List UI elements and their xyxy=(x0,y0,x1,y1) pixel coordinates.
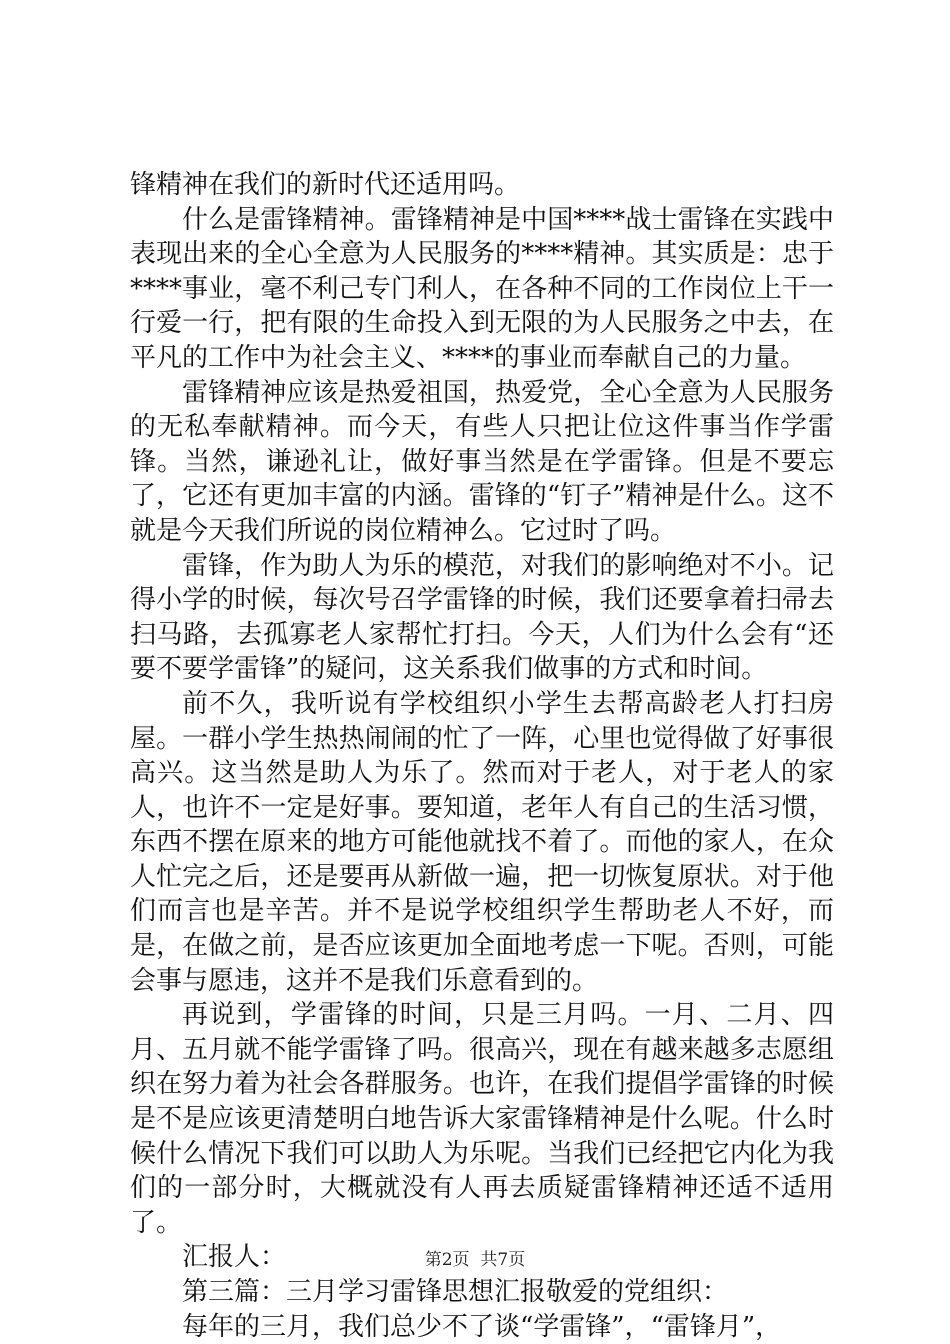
paragraph-leifeng-spirit-meaning: 雷锋精神应该是热爱祖国，热爱党，全心全意为人民服务的无私奉献精神。而今天，有些人只把让位这件事当作学雷锋。当然，谦逊礼让，做好事当然是在学雷锋。但是不要忘了，它还有更加丰富的内涵。雷锋的“钉子”精神是什么。这不就是今天我们所说的岗位精神么。它过时了吗。 xyxy=(130,377,834,546)
paragraph-helping-elderly: 前不久，我听说有学校组织小学生去帮高龄老人打扫房屋。一群小学生热热闹闹的忙了一阵，心里也觉得做了好事很高兴。这当然是助人为乐了。然而对于老人，对于老人的家人，也许不一定是好事。要知道，老年人有自己的生活习惯，东西不摆在原来的地方可能他就找不着了。而他的家人，在众人忙完之后，还是要再从新做一遍，把一切恢复原状。对于他们而言也是辛苦。并不是说学校组织学生帮助老人不好，而是，在做之前，是否应该更加全面地考虑一下呢。否则，可能会事与愿违，这并不是我们乐意看到的。 xyxy=(130,688,834,996)
paragraph-childhood-memory: 雷锋，作为助人为乐的模范，对我们的影响绝对不小。记得小学的时候，每次号召学雷锋的时候，我们还要拿着扫帚去扫马路，去孤寡老人家帮忙打扫。今天，人们为什么会有“还要不要学雷锋”的疑问，这关系我们做事的方式和时间。 xyxy=(130,550,834,685)
paragraph-every-march: 每年的三月，我们总少不了谈“学雷锋”，“雷锋月”， xyxy=(182,1311,782,1342)
page-number-footer: 第2页 共7页 xyxy=(424,1250,526,1270)
paragraph-time-of-learning: 再说到，学雷锋的时间，只是三月吗。一月、二月、四月、五月就不能学雷锋了吗。很高兴，现在有越来越多志愿组织在努力着为社会各群服务。也许，在我们提倡学雷锋的时候是不是应该更清楚明白地告诉大家雷锋精神是什么呢。什么时候什么情况下我们可以助人为乐呢。当我们已经把它内化为我们的一部分时，大概就没有人再去质疑雷锋精神还适不适用了。 xyxy=(130,1000,834,1238)
document-body xyxy=(130,168,834,1344)
paragraph-what-is-leifeng-spirit: 什么是雷锋精神。雷锋精神是中国****战士雷锋在实践中表现出来的全心全意为人民服务的****精神。其实质是：忠于****事业，毫不利己专门利人，在各种不同的工作岗位上干一行爱一行，把有限的生命投入到无限的为人民服务之中去，在平凡的工作中为社会主义、****的事业而奉献自己的力量。 xyxy=(130,204,834,373)
reporter-label: 汇报人： xyxy=(182,1242,287,1273)
section-heading-third: 第三篇：三月学习雷锋思想汇报敬爱的党组织： xyxy=(182,1277,729,1307)
paragraph-continuation: 锋精神在我们的新时代还适用吗。 xyxy=(130,170,521,200)
